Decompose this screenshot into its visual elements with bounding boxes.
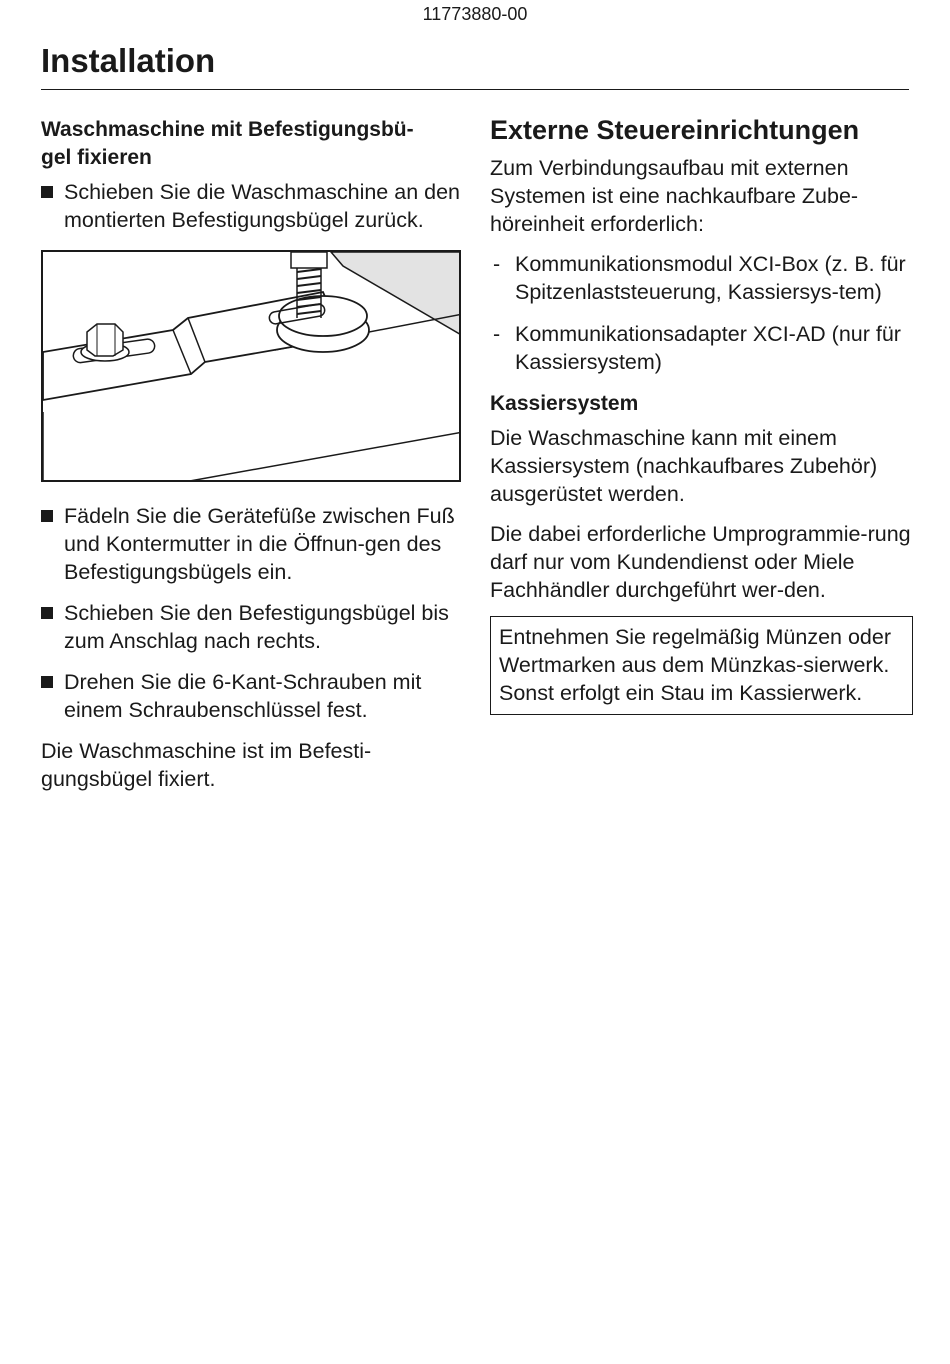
- bullet-text: Fädeln Sie die Gerätefüße zwischen Fuß und Kontermutter in die Öffnun-gen des Befestigungsbügels ein.: [64, 504, 455, 584]
- list-item: [41, 599, 465, 655]
- dash-marker: -: [493, 252, 501, 276]
- dash-item-text: Kommunikationsadapter XCI-AD (nur für Kassiersystem): [515, 322, 901, 374]
- bullet-list-1: [41, 178, 465, 234]
- right-column: [490, 112, 914, 715]
- paragraph-kassiersystem-2: Die dabei erforderliche Umprogrammie-rung darf nur vom Kundendienst oder Miele Fachhändler durchgeführt wer-den.: [490, 522, 911, 602]
- closing-paragraph: Die Waschmaschine ist im Befesti-gungsbügel fixiert.: [41, 739, 372, 791]
- list-item: [490, 250, 914, 306]
- section-heading-fix-text: Waschmaschine mit Befestigungsbü- gel fixieren: [41, 118, 414, 169]
- bracket-drawing: [43, 252, 461, 482]
- bullet-text: Schieben Sie den Befestigungsbügel bis zum Anschlag nach rechts.: [64, 601, 449, 653]
- note-box: [490, 616, 913, 715]
- left-column: [41, 116, 465, 793]
- installation-illustration: [41, 250, 461, 482]
- dash-list: [490, 250, 914, 376]
- section-heading-external: Externe Steuereinrichtungen: [490, 115, 860, 145]
- dash-item-text: Kommunikationsmodul XCI-Box (z. B. für Spitzenlaststeuerung, Kassiersys-tem): [515, 252, 906, 304]
- document-id: 11773880-00: [422, 4, 528, 24]
- list-item: [490, 320, 914, 376]
- section-heading-fix: [41, 116, 465, 172]
- bullet-square-icon: [41, 186, 53, 198]
- list-item: [41, 668, 465, 724]
- intro-paragraph: Zum Verbindungsaufbau mit externen Systemen ist eine nachkaufbare Zube-höreinheit erforderlich:: [490, 156, 859, 236]
- bullet-text: Drehen Sie die 6-Kant-Schrauben mit einem Schraubenschlüssel fest.: [64, 670, 422, 722]
- subheading-kassiersystem: Kassiersystem: [490, 392, 639, 415]
- bullet-list-2: [41, 502, 465, 724]
- dash-marker: -: [493, 322, 501, 346]
- list-item: [41, 502, 465, 586]
- paragraph-kassiersystem-1: Die Waschmaschine kann mit einem Kassiersystem (nachkaufbares Zubehör) ausgerüstet werden.: [490, 426, 878, 506]
- note-text: Entnehmen Sie regelmäßig Münzen oder Wertmarken aus dem Münzkas-sierwerk. Sonst erfolgt ein Stau im Kassierwerk.: [499, 625, 891, 705]
- list-item: [41, 178, 465, 234]
- bullet-square-icon: [41, 676, 53, 688]
- bullet-square-icon: [41, 510, 53, 522]
- page-title: Installation: [41, 42, 216, 79]
- bullet-text: Schieben Sie die Waschmaschine an den montierten Befestigungsbügel zurück.: [64, 180, 460, 232]
- bullet-square-icon: [41, 607, 53, 619]
- title-divider: [41, 89, 909, 90]
